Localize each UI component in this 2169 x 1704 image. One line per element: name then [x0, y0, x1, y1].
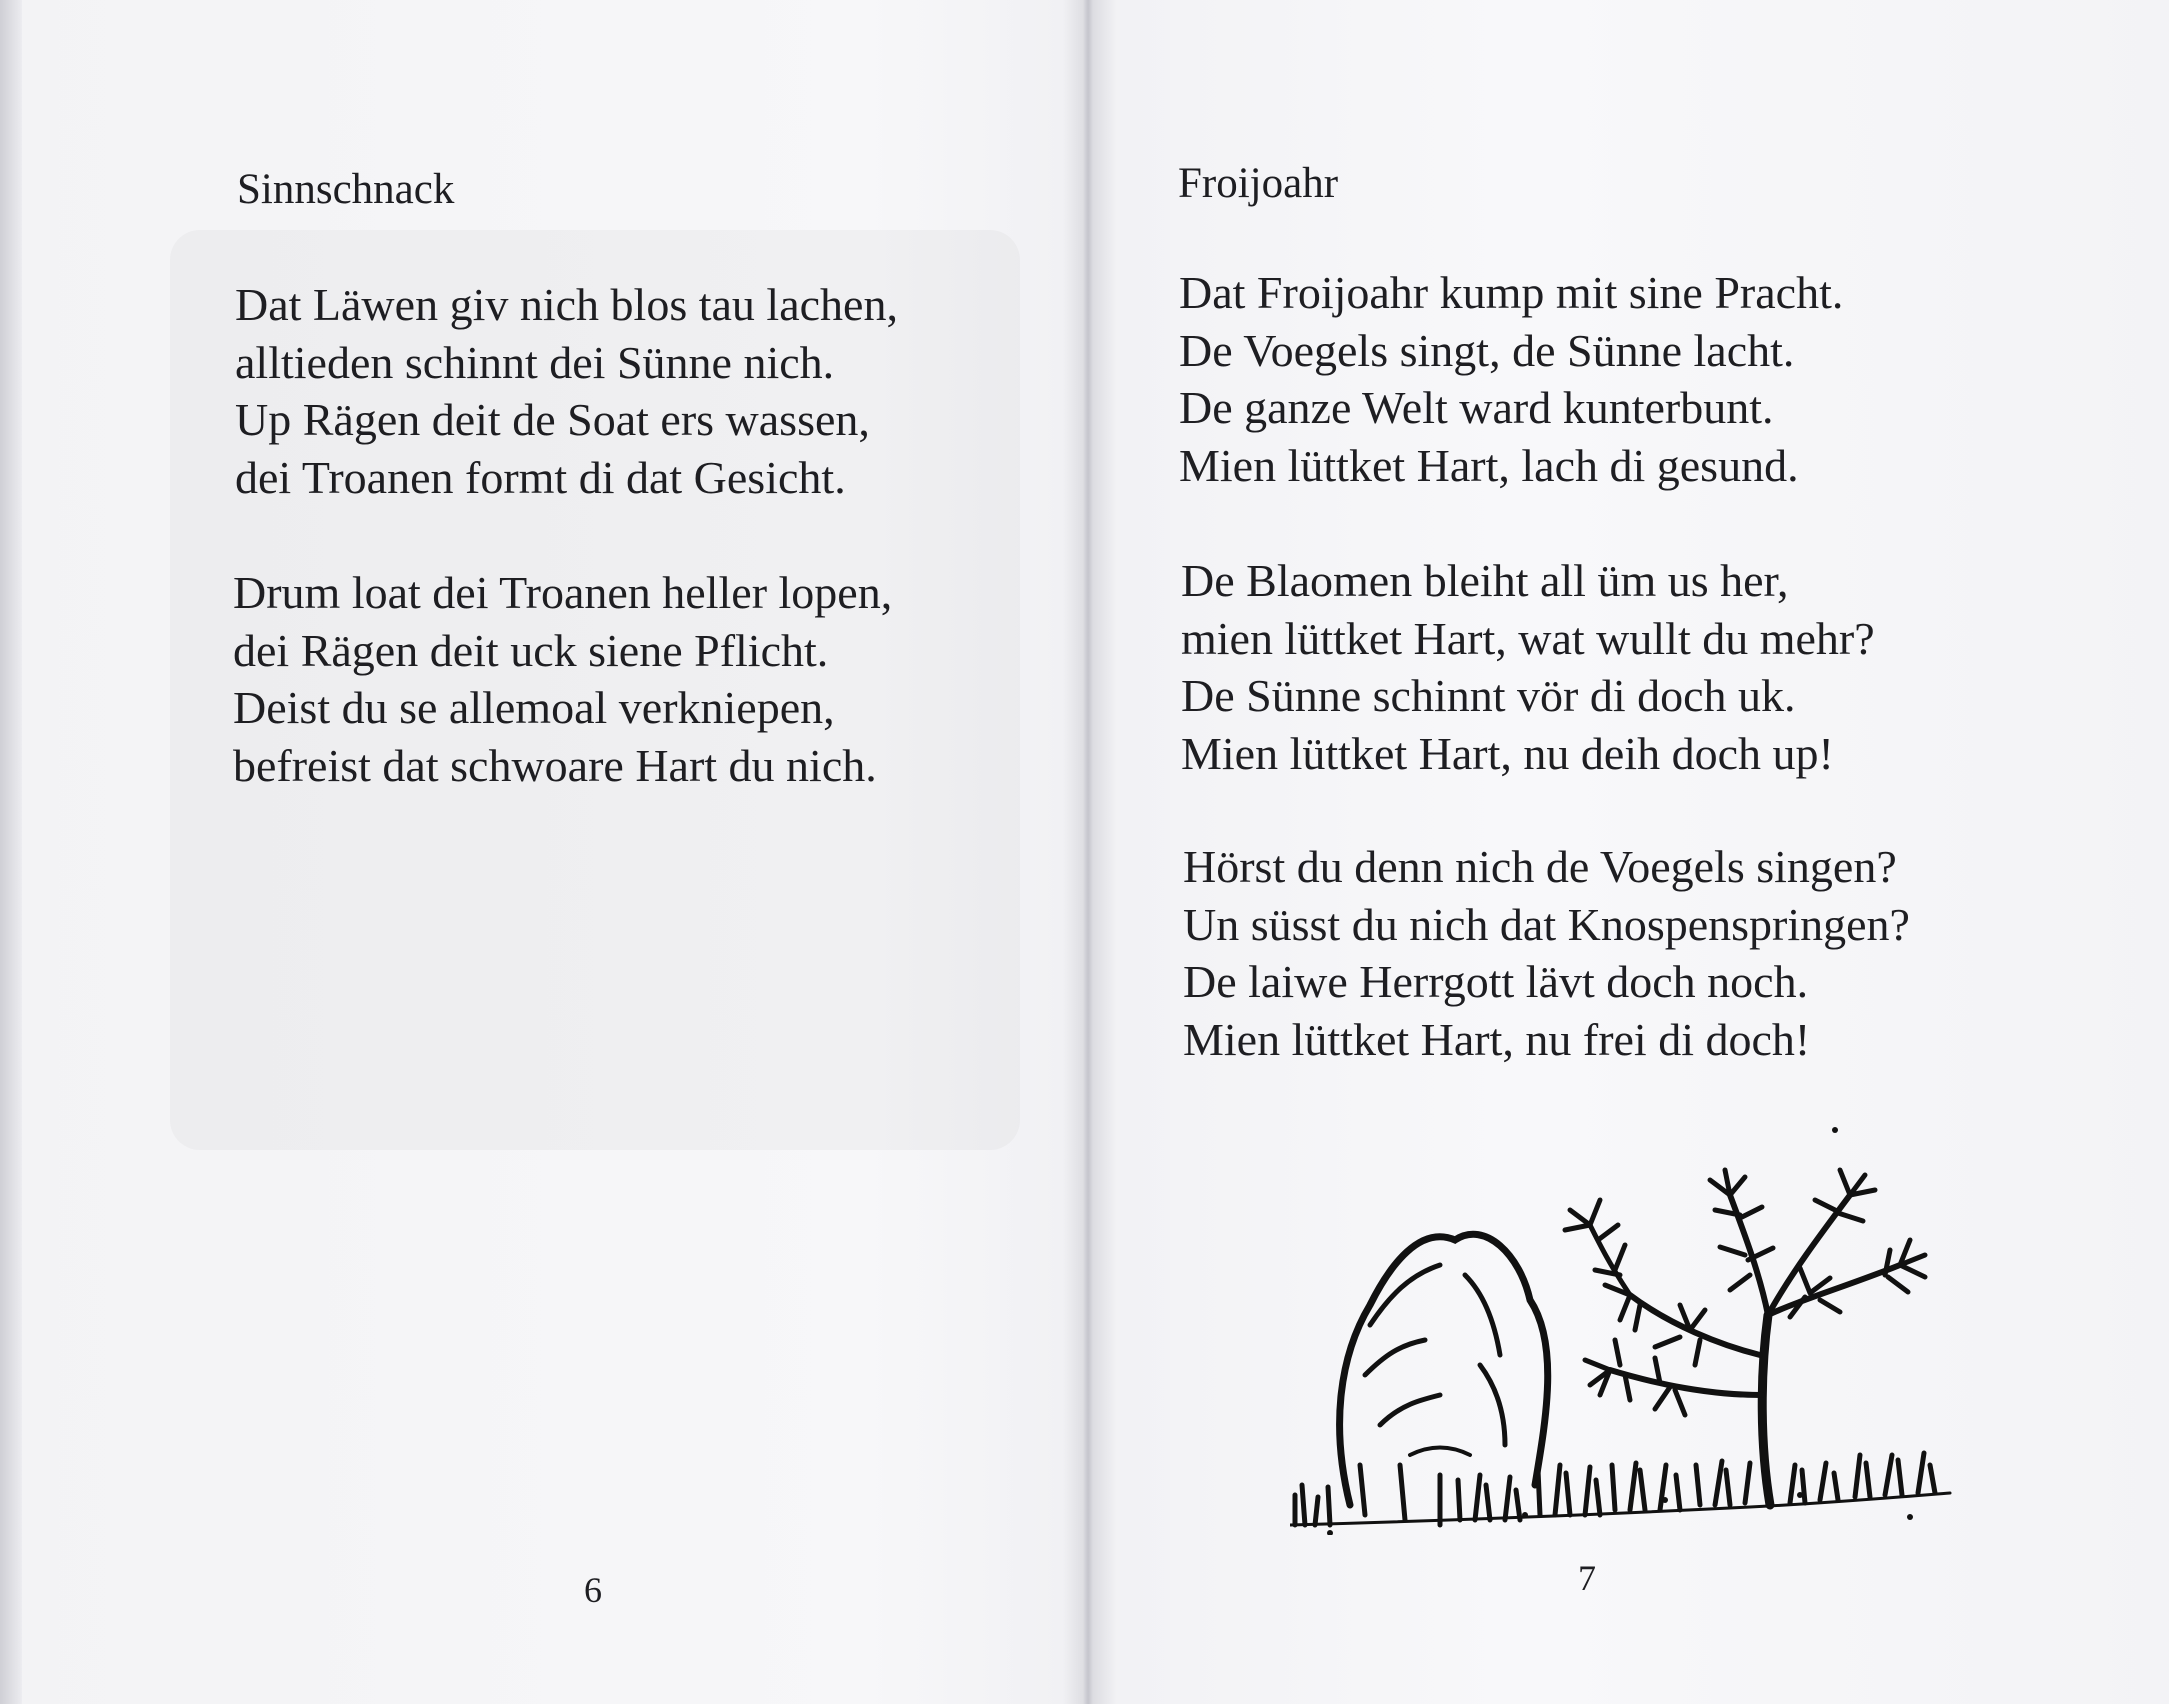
poem-line: De Blaomen bleiht all üm us her,: [1181, 555, 1789, 606]
poem-line: Up Rägen deit de Soat ers wassen,: [235, 394, 870, 445]
poem-line: befreist dat schwoare Hart du nich.: [233, 739, 877, 791]
poem-line: dei Rägen deit uck siene Pflicht.: [233, 624, 829, 676]
poem-line: dei Troanen formt di dat Gesicht.: [235, 451, 846, 503]
poem-line: Un süsst du nich dat Knospenspringen?: [1183, 898, 1910, 950]
stanza: [1179, 264, 1843, 494]
poem-title: Sinnschnack: [237, 166, 455, 213]
poem-line: De laiwe Herrgott lävt doch noch.: [1183, 956, 1809, 1007]
book-gutter: [1083, 0, 1093, 1704]
poem-line: De ganze Welt ward kunterbunt.: [1179, 382, 1774, 433]
poem-line: De Voegels singt, de Sünne lacht.: [1179, 324, 1795, 376]
right-page: [1093, 0, 2169, 1704]
stanza: [1181, 552, 1875, 782]
poem-line: Dat Läwen giv nich blos tau lachen,: [235, 279, 898, 330]
left-page: [22, 0, 1083, 1704]
poem-line: De Sünne schinnt vör di doch uk.: [1181, 670, 1796, 721]
stanza: [235, 276, 898, 506]
stanza: [233, 564, 892, 794]
poem-line: Drum loat dei Troanen heller lopen,: [233, 567, 893, 618]
page-number: 7: [1578, 1558, 1596, 1598]
page-edge-shadow: [0, 0, 22, 1704]
poem-line: Mien lüttket Hart, nu frei di doch!: [1183, 1013, 1811, 1065]
poem-line: Hörst du denn nich de Voegels singen?: [1183, 841, 1897, 892]
poem-line: Mien lüttket Hart, lach di gesund.: [1179, 439, 1799, 491]
poem-line: alltieden schinnt dei Sünne nich.: [235, 336, 835, 388]
poem-line: mien lüttket Hart, wat wullt du mehr?: [1181, 612, 1875, 664]
poem-line: Mien lüttket Hart, nu deih doch up!: [1181, 727, 1834, 779]
page-number: 6: [584, 1570, 602, 1610]
poem-line: Deist du se allemoal verkniepen,: [233, 682, 835, 733]
poem-title: Froijoahr: [1178, 160, 1339, 207]
stanza: [1183, 838, 1910, 1068]
spring-tree-illustration: [1290, 1125, 1970, 1535]
poem-line: Dat Froijoahr kump mit sine Pracht.: [1179, 267, 1844, 318]
